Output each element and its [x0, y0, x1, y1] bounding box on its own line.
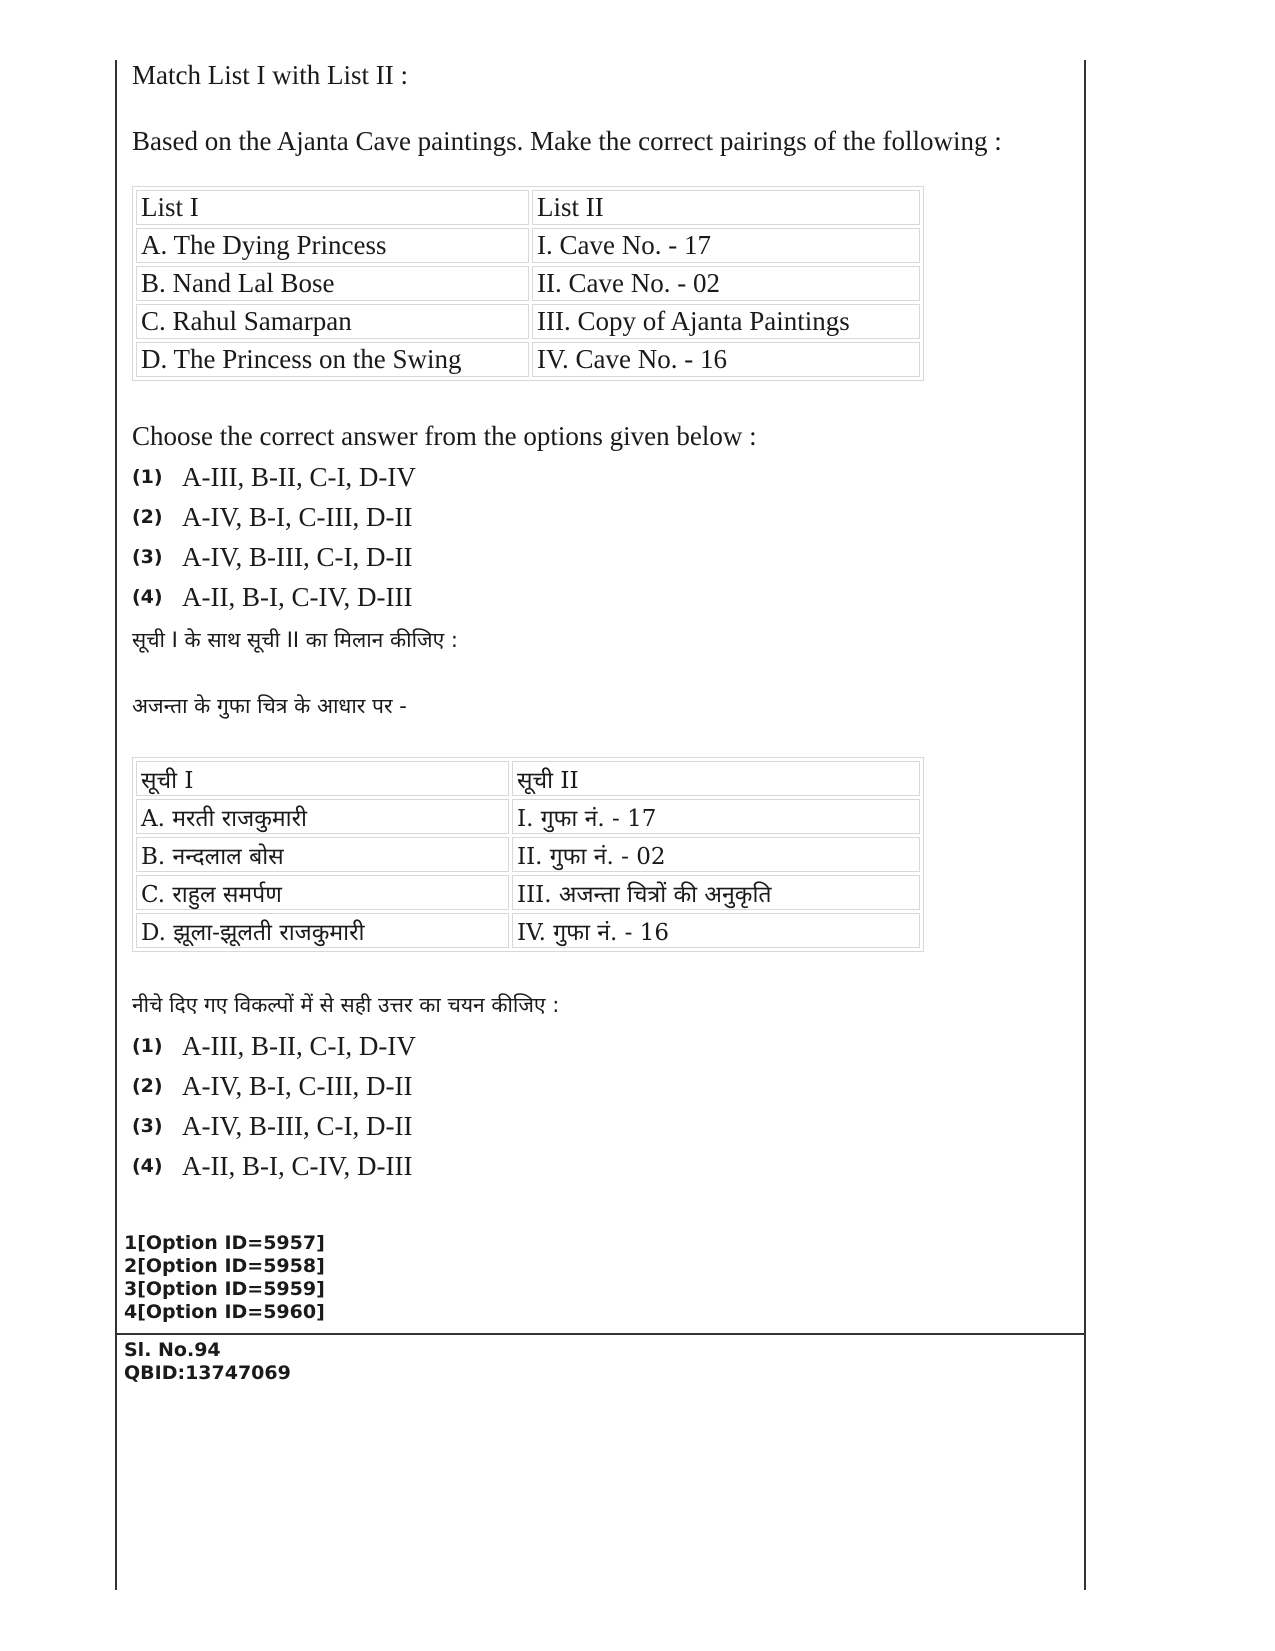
answer-option-1-hi [132, 1026, 1072, 1066]
right-border [1084, 60, 1086, 1590]
option-number: (2) [132, 1075, 163, 1097]
question-content [132, 56, 1072, 1186]
table-row [136, 913, 920, 948]
answer-option-2-en [132, 497, 1072, 537]
option-text: A-III, B-II, C-I, D-IV [182, 1030, 416, 1061]
table-cell: C. राहुल समर्पण [136, 875, 509, 910]
table-row [136, 342, 920, 377]
table-row [136, 799, 920, 834]
answer-option-1-en [132, 457, 1072, 497]
option-id: 4[Option ID=5960] [124, 1301, 325, 1323]
next-question-meta [124, 1339, 291, 1385]
table-cell: III. अजन्ता चित्रों की अनुकृति [512, 875, 920, 910]
table-cell: II. Cave No. - 02 [532, 266, 920, 301]
answer-option-2-hi [132, 1066, 1072, 1106]
table-cell: IV. Cave No. - 16 [532, 342, 920, 377]
option-text: A-IV, B-III, C-I, D-II [182, 1110, 413, 1141]
option-number: (2) [132, 506, 163, 528]
table-header-cell: List II [532, 190, 920, 225]
option-number: (3) [132, 1115, 163, 1137]
table-cell: II. गुफा नं. - 02 [512, 837, 920, 872]
choose-instruction-en: Choose the correct answer from the options given below : [132, 421, 757, 451]
table-cell: III. Copy of Ajanta Paintings [532, 304, 920, 339]
table-cell: A. The Dying Princess [136, 228, 529, 263]
table-header-cell: सूची I [136, 761, 509, 796]
option-id-list [124, 1232, 325, 1324]
option-text: A-IV, B-I, C-III, D-II [182, 1070, 413, 1101]
question-title-en: Match List I with List II : [132, 60, 408, 90]
answer-option-3-en [132, 537, 1072, 577]
match-table-en [132, 186, 924, 381]
option-id: 2[Option ID=5958] [124, 1255, 325, 1277]
table-row [136, 875, 920, 910]
option-text: A-IV, B-I, C-III, D-II [182, 501, 413, 532]
table-cell: I. Cave No. - 17 [532, 228, 920, 263]
option-text: A-IV, B-III, C-I, D-II [182, 541, 413, 572]
table-row [136, 304, 920, 339]
table-header-row [136, 761, 920, 796]
table-header-row [136, 190, 920, 225]
option-text: A-II, B-I, C-IV, D-III [182, 581, 413, 612]
option-text: A-II, B-I, C-IV, D-III [182, 1150, 413, 1181]
table-cell: B. नन्दलाल बोस [136, 837, 509, 872]
option-number: (4) [132, 586, 163, 608]
qbid: QBID:13747069 [124, 1362, 291, 1384]
question-title-hi: सूची I के साथ सूची II का मिलान कीजिए : [132, 628, 458, 652]
table-row [136, 266, 920, 301]
question-subtitle-hi: अजन्ता के गुफा चित्र के आधार पर - [132, 694, 407, 718]
match-table-hi [132, 757, 924, 952]
option-number: (4) [132, 1155, 163, 1177]
serial-number: Sl. No.94 [124, 1339, 221, 1361]
table-cell: D. झूला-झूलती राजकुमारी [136, 913, 509, 948]
answer-option-4-en [132, 577, 1072, 617]
table-header-cell: सूची II [512, 761, 920, 796]
table-cell: I. गुफा नं. - 17 [512, 799, 920, 834]
table-row [136, 837, 920, 872]
question-subtitle-en: Based on the Ajanta Cave paintings. Make the correct pairings of the following : [132, 126, 1002, 156]
option-text: A-III, B-II, C-I, D-IV [182, 461, 416, 492]
question-divider [115, 1333, 1085, 1335]
table-header-cell: List I [136, 190, 529, 225]
option-id: 3[Option ID=5959] [124, 1278, 325, 1300]
table-cell: A. मरती राजकुमारी [136, 799, 509, 834]
option-number: (3) [132, 546, 163, 568]
answer-option-4-hi [132, 1146, 1072, 1186]
table-cell: B. Nand Lal Bose [136, 266, 529, 301]
option-number: (1) [132, 466, 163, 488]
table-cell: IV. गुफा नं. - 16 [512, 913, 920, 948]
answer-option-3-hi [132, 1106, 1072, 1146]
option-number: (1) [132, 1035, 163, 1057]
choose-instruction-hi: नीचे दिए गए विकल्पों में से सही उत्तर का चयन कीजिए : [132, 993, 560, 1017]
table-cell: C. Rahul Samarpan [136, 304, 529, 339]
option-id: 1[Option ID=5957] [124, 1232, 325, 1254]
table-cell: D. The Princess on the Swing [136, 342, 529, 377]
left-border [115, 60, 117, 1590]
table-row [136, 228, 920, 263]
